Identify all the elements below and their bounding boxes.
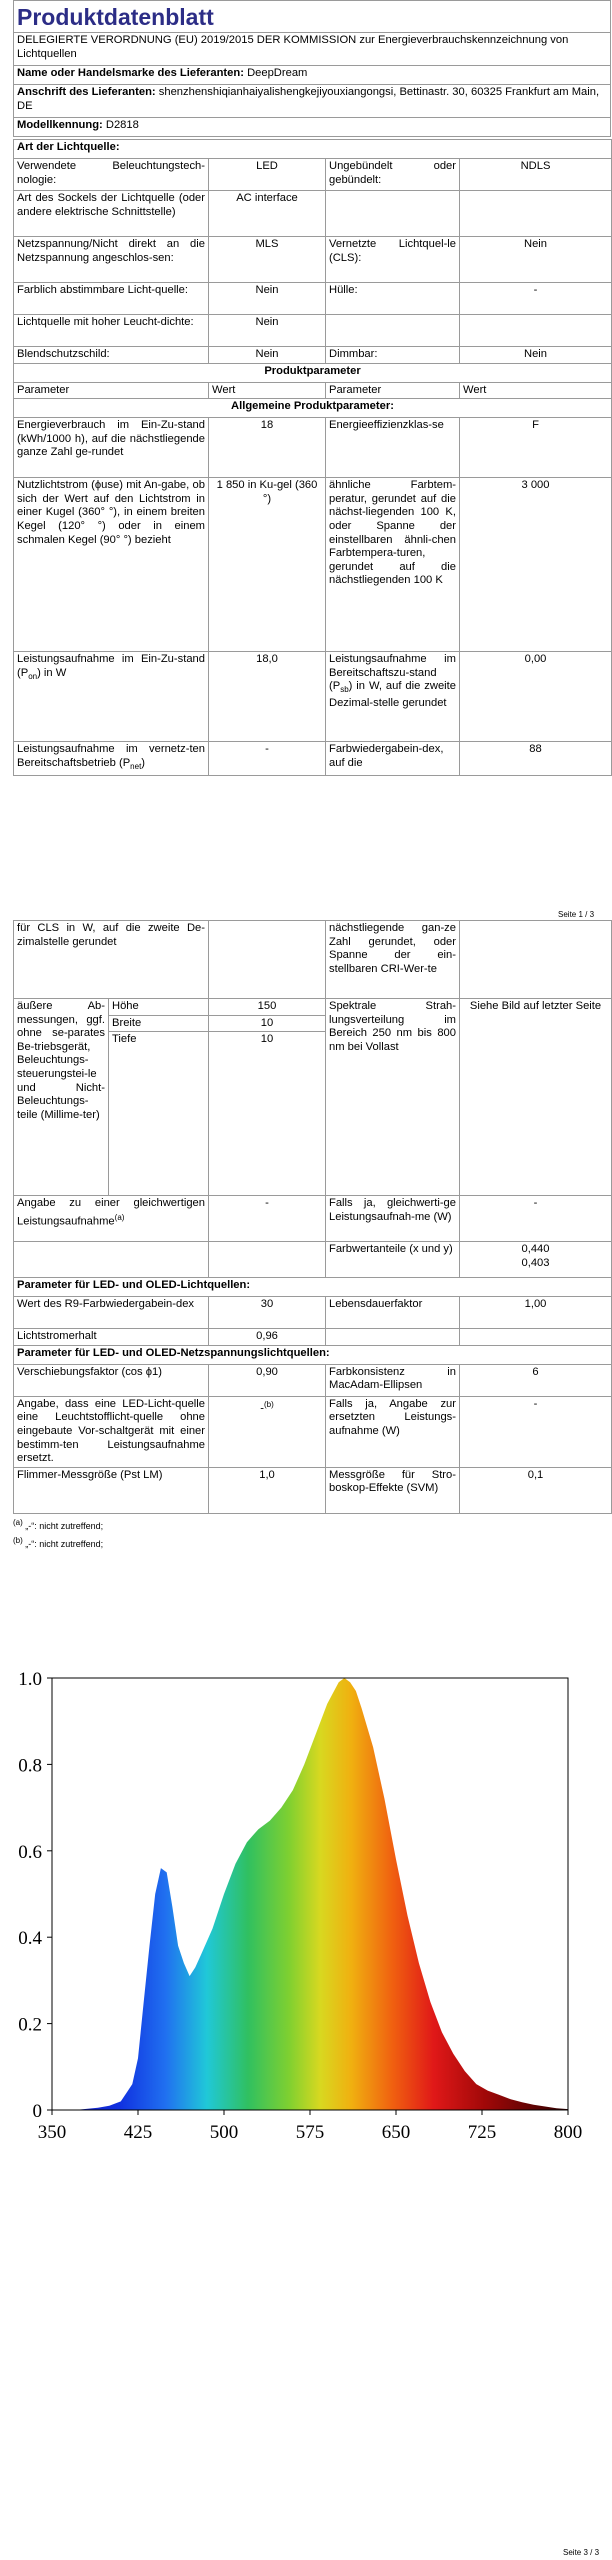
replace-value — [209, 1396, 326, 1467]
replace-power-label: Falls ja, Angabe zur ersetzten Leistungs-aufnahme (W) — [326, 1396, 460, 1467]
efficiency-class-label: Energieeffizienzklas-se — [326, 418, 460, 478]
equiv-value: - — [209, 1196, 326, 1242]
networked-label — [14, 742, 209, 775]
directional-value: NDLS — [460, 159, 612, 191]
pf-value: 0,90 — [209, 1364, 326, 1396]
survival-value: 1,00 — [460, 1297, 612, 1329]
cap-label: Art des Sockels der Lichtquelle (oder andere elektrische Schnittstelle) — [14, 191, 209, 237]
model-label: Modellkennung: — [17, 119, 103, 131]
chroma-y: 0,403 — [521, 1256, 550, 1269]
colour-consistency-label: Farbkonsistenz in MacAdam-Ellipsen — [326, 1364, 460, 1396]
energy-value: 18 — [209, 418, 326, 478]
datasheet-page-2 — [13, 920, 611, 1550]
x-tick-label: 650 — [381, 2122, 411, 2143]
standby-label-b: ) in W, auf die zweite Dezimal-stelle gerundet — [329, 680, 456, 710]
cri-label-a: Farbwiedergabein-dex, auf die — [326, 742, 460, 775]
standby-sub: sb — [340, 685, 349, 695]
spectrum-area — [52, 1678, 568, 2110]
x-tick-label: 350 — [37, 2122, 67, 2143]
x-tick-label: 500 — [209, 2122, 239, 2143]
col-param-1: Parameter — [14, 382, 209, 399]
footnote-b-text: „-“: nicht zutreffend; — [22, 1538, 104, 1549]
spd-value: Siehe Bild auf letzter Seite — [460, 999, 612, 1196]
on-power-label — [14, 652, 209, 742]
y-tick-label: 0.4 — [18, 1928, 42, 1950]
cct-label: ähnliche Farbtem-peratur, gerundet auf die nächst-liegenden 100 K, oder Spanne der einstellbaren ähnli-chen Farbtempera-turen, gerundet auf die nächstliegenden 100 K — [326, 478, 460, 652]
networked-sub: net — [130, 762, 142, 772]
envelope-label: Hülle: — [326, 283, 460, 315]
replace-sup: (b) — [263, 1399, 274, 1409]
page-number-1: Seite 1 / 3 — [558, 910, 595, 919]
model-row — [14, 118, 611, 137]
equiv-power-value: - — [460, 1196, 612, 1242]
networked-label-b: ) — [141, 756, 146, 769]
high-luminance-value: Nein — [209, 315, 326, 347]
general-parameters-header: Allgemeine Produktparameter: — [14, 399, 612, 418]
on-power-value: 18,0 — [209, 652, 326, 742]
chroma-values — [460, 1242, 612, 1278]
anti-glare-value: Nein — [209, 347, 326, 364]
footnote-a-mark: (a) — [13, 1517, 23, 1527]
cct-value: 3 000 — [460, 478, 612, 652]
y-tick-label: 0.2 — [18, 2014, 42, 2036]
cls-value: Nein — [460, 237, 612, 283]
footnote-a — [13, 1514, 611, 1532]
equiv-label — [14, 1196, 209, 1242]
y-tick-label: 0.8 — [18, 1755, 42, 1777]
mains-value: MLS — [209, 237, 326, 283]
parameters-table-cont — [13, 920, 612, 1514]
dimensions-label: äußere Ab-messungen, ggf. ohne se-parates Be-triebsgerät, Beleuchtungs-steuerungstei-le und Nicht-Beleuchtungs-teile (Millime-ter) — [14, 999, 109, 1196]
footnote-a-text: „-“: nicht zutreffend; — [22, 1520, 104, 1531]
dimmable-value: Nein — [460, 347, 612, 364]
lumen-maint-label: Lichtstromerhalt — [14, 1329, 209, 1346]
spd-label: Spektrale Strah-lungsverteilung im Bereich 250 nm bis 800 nm bei Vollast — [326, 999, 460, 1196]
cap-value: AC interface — [209, 191, 326, 237]
equiv-sup: (a) — [114, 1212, 125, 1222]
technology-value: LED — [209, 159, 326, 191]
energy-label: Energieverbrauch im Ein-Zu-stand (kWh/1000 h), auf die nächstliegende ganze Zahl ge-rundet — [14, 418, 209, 478]
cri-label-b: nächstliegende gan-ze Zahl gerundet, oder Spanne der ein-stellbaren CRI-Wer-te — [326, 921, 460, 999]
chroma-label: Farbwertanteile (x und y) — [326, 1242, 460, 1278]
cls-label: Vernetzte Lichtquel-le (CLS): — [326, 237, 460, 283]
document-title: Produktdatenblatt — [14, 1, 611, 33]
supplier-name-label: Name oder Handelsmarke des Lieferanten: — [17, 67, 244, 79]
x-tick-label: 575 — [295, 2122, 325, 2143]
flux-value: 1 850 in Ku-gel (360 °) — [209, 478, 326, 652]
light-source-table — [13, 139, 612, 776]
efficiency-class-value: F — [460, 418, 612, 478]
supplier-address-row — [14, 85, 611, 118]
flicker-label: Flimmer-Messgröße (Pst LM) — [14, 1467, 209, 1513]
regulation-text: DELEGIERTE VERORDNUNG (EU) 2019/2015 DER KOMMISSION zur Energieverbrauchskennzeichnung von Lichtquellen — [14, 33, 611, 66]
col-value-1: Wert — [209, 382, 326, 399]
replace-label: Angabe, dass eine LED-Licht-quelle eine Leuchtstofflicht-quelle ohne eingebaute Vor-schaltgerät mit einer bestimm-ten Leistungsaufnahme ersetzt. — [14, 1396, 209, 1467]
led-params-header: Parameter für LED- und OLED-Lichtquellen: — [14, 1278, 612, 1297]
networked-cont: für CLS in W, auf die zweite De-zimalstelle gerundet — [14, 921, 209, 999]
mains-label: Netzspannung/Nicht direkt an die Netzspannung angeschlos-sen: — [14, 237, 209, 283]
colour-tunable-label: Farblich abstimmbare Licht-quelle: — [14, 283, 209, 315]
technology-label: Verwendete Beleuchtungstech-nologie: — [14, 159, 209, 191]
networked-label-a: Leistungsaufnahme im vernetz-ten Bereitschaftsbetrieb (P — [17, 743, 205, 769]
header-table — [13, 0, 611, 137]
footnote-b-mark: (b) — [13, 1535, 23, 1545]
product-parameters-header: Produktparameter — [14, 363, 612, 382]
r9-label: Wert des R9-Farbwiedergabein-dex — [14, 1297, 209, 1329]
plot-area — [18, 1669, 582, 2143]
dimmable-label: Dimmbar: — [326, 347, 460, 364]
x-tick-label: 800 — [553, 2122, 583, 2143]
spectral-distribution-chart — [0, 1650, 612, 2250]
supplier-name-value: DeepDream — [247, 67, 308, 79]
led-mains-header: Parameter für LED- und OLED-Netzspannungslichtquellen: — [14, 1345, 612, 1364]
equiv-label-text: Angabe zu einer gleichwertigen Leistungsaufnahme — [17, 1197, 205, 1228]
footnote-b — [13, 1532, 611, 1550]
supplier-address-value: shenzhenshiqianhaiyalishengkejiyouxiangongsi, Bettinastr. 30, 60325 Frankfurt am Main, DE — [17, 86, 600, 112]
networked-value: - — [209, 742, 326, 775]
survival-label: Lebensdauerfaktor — [326, 1297, 460, 1329]
datasheet-page-1 — [13, 0, 611, 776]
replace-value-text: - — [260, 1402, 264, 1415]
model-value: D2818 — [105, 119, 139, 131]
y-tick-label: 1.0 — [18, 1669, 42, 1690]
equiv-power-label: Falls ja, gleichwerti-ge Leistungsaufnah-me (W) — [326, 1196, 460, 1242]
on-power-label-a: Leistungsaufnahme im Ein-Zu-stand (P — [17, 653, 205, 679]
height-value: 150 — [209, 999, 326, 1016]
colour-tunable-value: Nein — [209, 283, 326, 315]
width-value: 10 — [209, 1015, 326, 1032]
directional-label: Ungebündelt oder gebündelt: — [326, 159, 460, 191]
standby-label — [326, 652, 460, 742]
x-tick-label: 425 — [123, 2122, 153, 2143]
chroma-x: 0,440 — [521, 1243, 550, 1256]
pf-label: Verschiebungsfaktor (cos ϕ1) — [14, 1364, 209, 1396]
on-power-label-b: ) in W — [37, 666, 67, 679]
on-power-sub: on — [28, 672, 38, 682]
y-tick-label: 0 — [32, 2101, 42, 2122]
cri-value: 88 — [460, 742, 612, 775]
col-param-2: Parameter — [326, 382, 460, 399]
high-luminance-label: Lichtquelle mit hoher Leucht-dichte: — [14, 315, 209, 347]
height-label: Höhe — [109, 999, 209, 1016]
y-tick-label: 0.6 — [18, 1841, 42, 1863]
flicker-value: 1,0 — [209, 1467, 326, 1513]
r9-value: 30 — [209, 1297, 326, 1329]
depth-value: 10 — [209, 1032, 326, 1048]
supplier-name-row — [14, 66, 611, 85]
envelope-value: - — [460, 283, 612, 315]
standby-label-a: Leistungsaufnahme im Bereitschaftszu-stand (P — [329, 653, 456, 693]
depth-label: Tiefe — [109, 1032, 209, 1048]
svm-label: Messgröße für Stro-boskop-Effekte (SVM) — [326, 1467, 460, 1513]
light-source-header: Art der Lichtquelle: — [14, 140, 612, 159]
standby-value: 0,00 — [460, 652, 612, 742]
page-number-3: Seite 3 / 3 — [563, 2548, 600, 2557]
flux-label: Nutzlichtstrom (ϕuse) mit An-gabe, ob sich der Wert auf den Lichtstrom in einer Kugel (360° °), in einem breiten Kegel (120° °) oder in einem schmalen Kegel (90° °) bezieht — [14, 478, 209, 652]
colour-consistency-value: 6 — [460, 1364, 612, 1396]
supplier-address-label: Anschrift des Lieferanten: — [17, 86, 156, 98]
width-label: Breite — [109, 1015, 209, 1032]
anti-glare-label: Blendschutzschild: — [14, 347, 209, 364]
lumen-maint-value: 0,96 — [209, 1329, 326, 1346]
svm-value: 0,1 — [460, 1467, 612, 1513]
col-value-2: Wert — [460, 382, 612, 399]
x-tick-label: 725 — [467, 2122, 497, 2143]
replace-power-value: - — [460, 1396, 612, 1467]
